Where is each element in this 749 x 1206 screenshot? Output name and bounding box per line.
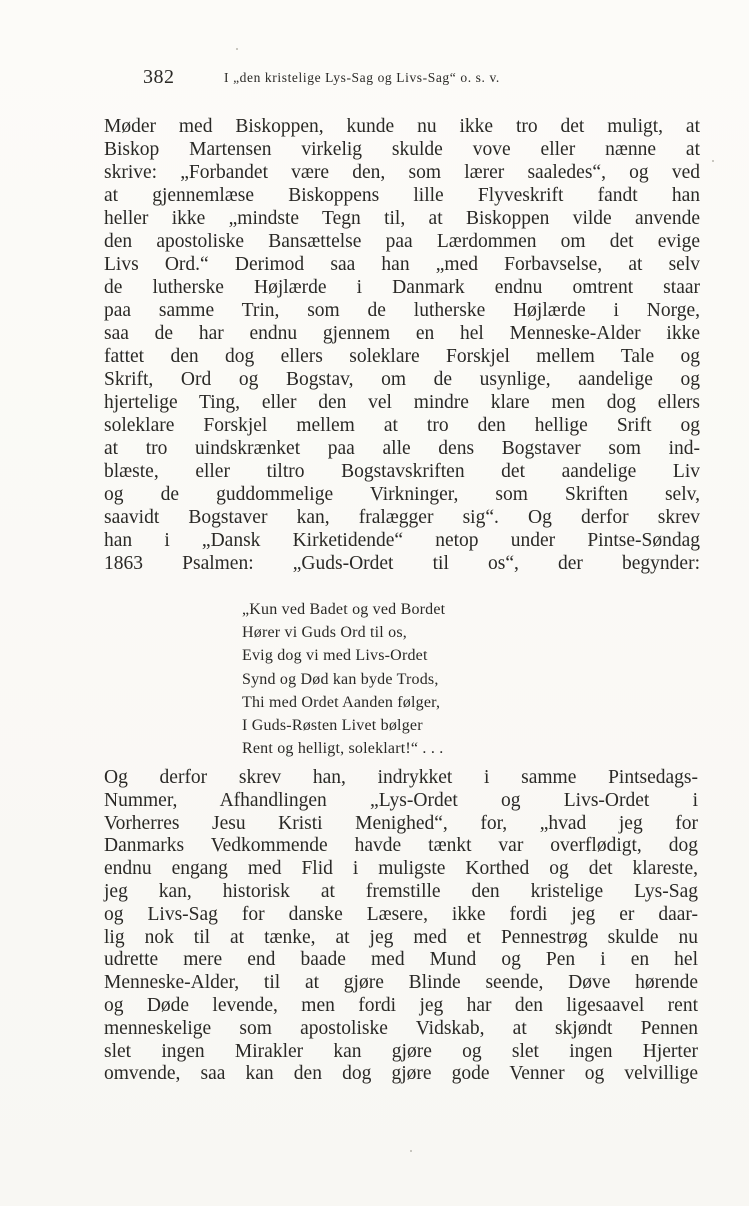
text-line: og de guddommelige Virkninger, som Skriften selv, — [104, 484, 700, 505]
running-head: I „den kristelige Lys-Sag og Livs-Sag“ o. s. v. — [224, 70, 500, 85]
text-line: han i „Dansk Kirketidende“ netop under Pintse-Søndag — [104, 530, 700, 551]
text-line: Og derfor skrev han, indrykket i samme Pintsedags- — [104, 767, 698, 788]
text-line: de lutherske Højlærde i Danmark endnu omtrent staar — [104, 277, 700, 298]
text-line: 1863 Psalmen: „Guds-Ordet til os“, der begynder: — [104, 553, 700, 574]
text-line: blæste, eller tiltro Bogstavskriften det aandelige Liv — [104, 461, 700, 482]
text-line: lig nok til at tænke, at jeg med et Pennestrøg skulde nu — [104, 926, 698, 948]
page-header — [0, 66, 749, 92]
poem-line: Hører vi Guds Ord til os, — [242, 624, 407, 642]
text-line: Livs Ord.“ Derimod saa han „med Forbavselse, at selv — [104, 254, 700, 275]
text-line: fattet den dog ellers soleklare Forskjel mellem Tale og — [104, 346, 700, 367]
text-line: saavidt Bogstaver kan, fralægger sig“. Og derfor skrev — [104, 507, 700, 528]
poem-line: „Kun ved Badet og ved Bordet — [242, 601, 446, 618]
text-line: Møder med Biskoppen, kunde nu ikke tro det muligt, at — [104, 116, 700, 137]
poem-line: I Guds-Røsten Livet bølger — [242, 716, 423, 734]
text-line: menneskelige som apostoliske Vidskab, at skjøndt Pennen — [104, 1017, 698, 1039]
paragraph-1 — [104, 115, 700, 575]
poem-line: Evig dog vi med Livs-Ordet — [242, 647, 428, 665]
text-line: skrive: „Forbandet være den, som lærer saaledes“, og ved — [104, 162, 700, 183]
paper-speck — [236, 48, 238, 50]
text-line: heller ikke „mindste Tegn til, at Biskoppen vilde anvende — [104, 208, 700, 229]
text-line: Danmarks Vedkommende havde tænkt var overflødigt, dog — [104, 835, 698, 857]
paper-speck — [712, 160, 714, 162]
text-line: Biskop Martensen virkelig skulde vove eller nænne at — [104, 139, 700, 160]
page-number: 382 — [143, 66, 175, 88]
paper-speck — [410, 1150, 412, 1152]
text-line: Skrift, Ord og Bogstav, om de usynlige, aandelige og — [104, 369, 700, 390]
text-line: slet ingen Mirakler kan gjøre og slet ingen Hjerter — [104, 1040, 698, 1062]
text-line: Nummer, Afhandlingen „Lys-Ordet og Livs-Ordet i — [104, 789, 698, 811]
text-line: udrette mere end baade med Mund og Pen i en hel — [104, 949, 698, 971]
text-line: soleklare Forskjel mellem at tro den hellige Srift og — [104, 415, 700, 436]
text-line: omvende, saa kan den dog gjøre gode Venner og velvillige — [104, 1063, 698, 1085]
poem-line: Synd og Død kan byde Trods, — [242, 670, 439, 688]
text-line: og Livs-Sag for danske Læsere, ikke fordi jeg er daar- — [104, 903, 698, 925]
poem-line: Thi med Ordet Aanden følger, — [242, 693, 441, 711]
text-line: endnu engang med Flid i muligste Korthed og det klareste, — [104, 858, 698, 880]
text-line: paa samme Trin, som de lutherske Højlærde i Norge, — [104, 300, 700, 321]
psalm-quote — [242, 598, 445, 760]
text-line: saa de har endnu gjennem en hel Menneske-Alder ikke — [104, 323, 700, 344]
text-line: at gjennemlæse Biskoppens lille Flyveskrift fandt han — [104, 185, 700, 206]
text-line: Vorherres Jesu Kristi Menighed“, for, „hvad jeg for — [104, 812, 698, 834]
text-line: og Døde levende, men fordi jeg har den ligesaavel rent — [104, 994, 698, 1016]
paragraph-2 — [104, 767, 698, 1086]
text-line: jeg kan, historisk at fremstille den kristelige Lys-Sag — [104, 880, 698, 902]
text-line: den apostoliske Bansættelse paa Lærdommen om det evige — [104, 231, 700, 252]
text-line: hjertelige Ting, eller den vel mindre klare men dog ellers — [104, 392, 700, 413]
text-line: at tro uindskrænket paa alle dens Bogstaver som ind- — [104, 438, 700, 459]
text-line: Menneske-Alder, til at gjøre Blinde seende, Døve hørende — [104, 972, 698, 994]
poem-line: Rent og helligt, soleklart!“ . . . — [242, 740, 444, 758]
